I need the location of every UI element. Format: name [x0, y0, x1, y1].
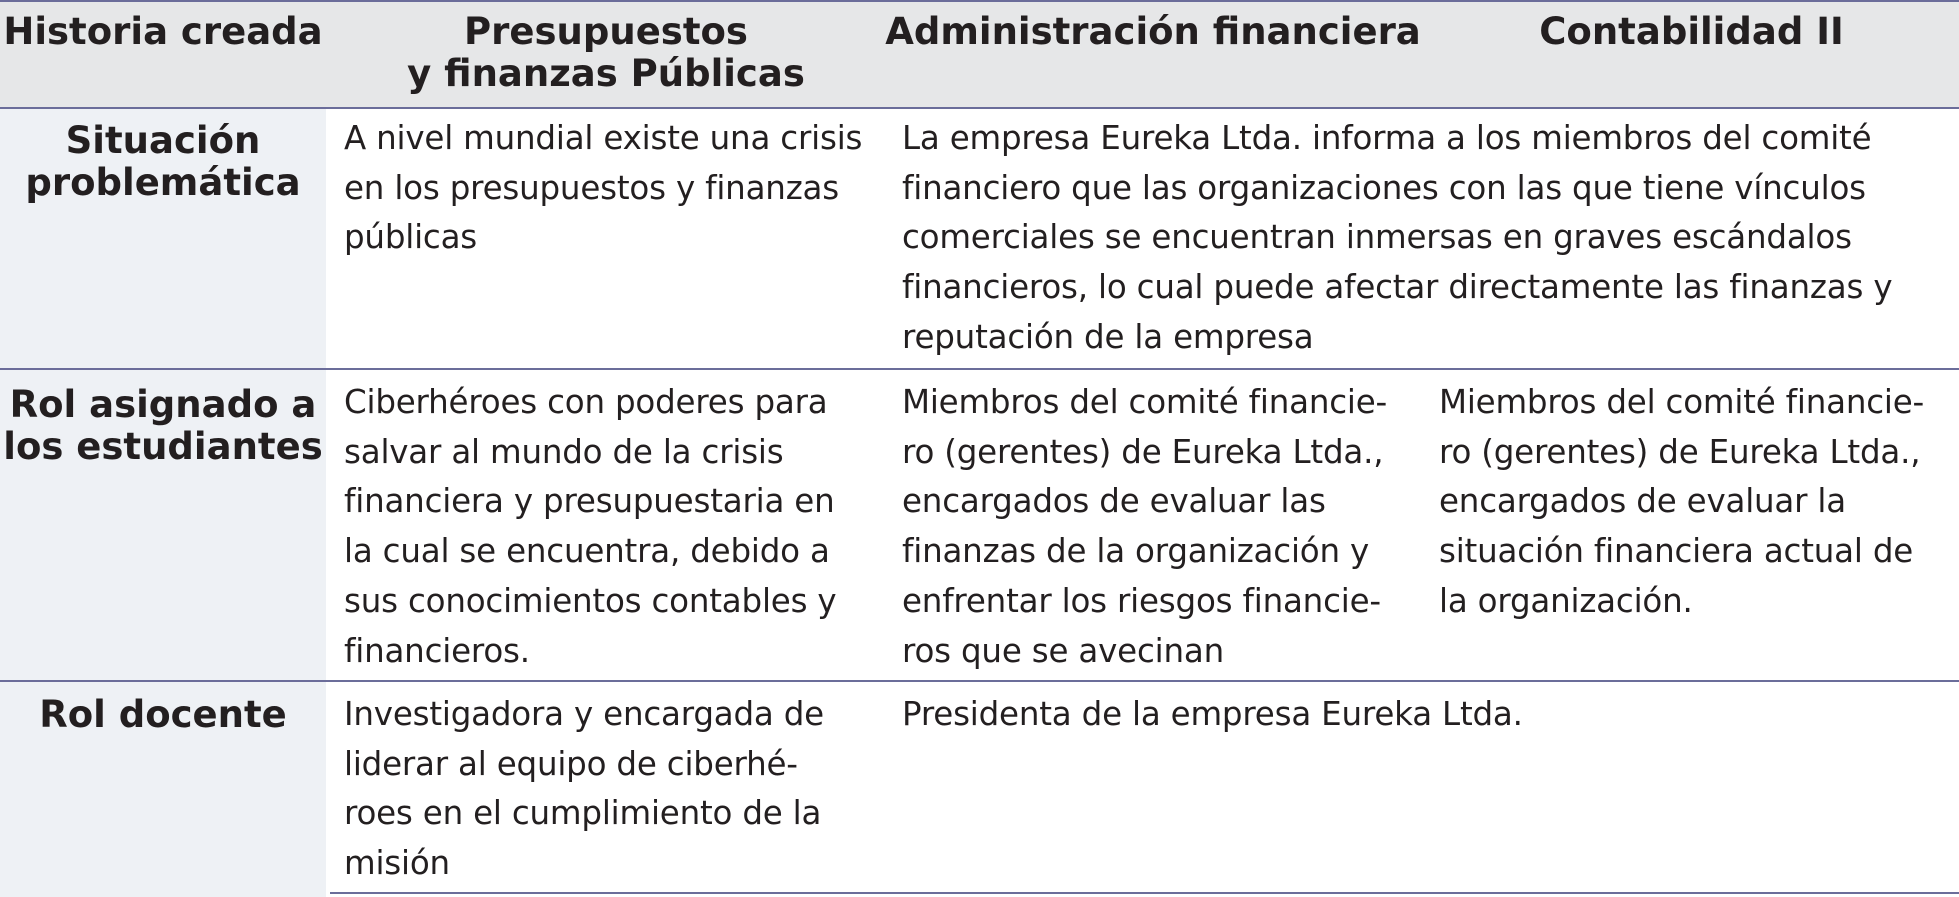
header-contabilidad: Contabilidad II: [1539, 10, 1844, 53]
header-rule: [0, 107, 1959, 109]
header-presupuestos: Presupuestos y finanzas Públicas: [407, 10, 805, 95]
row-label-rol-docente: Rol docente: [39, 693, 287, 736]
row-label-situacion: Situación problemática: [25, 119, 301, 204]
label-column-background: [0, 108, 326, 897]
row-rule-2: [0, 680, 1959, 682]
row-rule-1: [0, 368, 1959, 370]
cell-rol-docente-admin-contab: Presidenta de la empresa Eureka Ltda.: [902, 695, 1523, 733]
cell-situacion-presupuestos: A nivel mundial existe una crisis en los presupuestos y finanzas públicas: [344, 119, 863, 257]
header-administracion: Administración financiera: [885, 10, 1421, 53]
cell-situacion-admin-contab: La empresa Eureka Ltda. informa a los miembros del comité financiero que las organizaciones con las que tiene vínculos comerciales se encuentran inmersas en graves escándalos financieros, lo cual puede afectar directamente las finanzas y reputación de la empresa: [902, 119, 1893, 356]
row-label-rol-estudiantes: Rol asignado a los estudiantes: [3, 383, 323, 468]
cell-rol-estudiantes-administracion: Miembros del comité financie- ro (gerentes) de Eureka Ltda., encargados de evaluar las finanzas de la organización y enfrentar los riesgos financie- ros que se avecinan: [902, 383, 1388, 670]
cell-rol-estudiantes-contabilidad: Miembros del comité financie- ro (gerentes) de Eureka Ltda., encargados de evaluar la situación financiera actual de la organización.: [1439, 383, 1925, 620]
bottom-rule: [330, 892, 1959, 894]
top-rule: [0, 0, 1959, 2]
header-historia-creada: Historia creada: [3, 10, 323, 53]
cell-rol-estudiantes-presupuestos: Ciberhéroes con poderes para salvar al mundo de la crisis financiera y presupuestaria en la cual se encuentra, debido a sus conocimientos contables y financieros.: [344, 383, 837, 670]
cell-rol-docente-presupuestos: Investigadora y encargada de liderar al equipo de ciberhé- roes en el cumplimiento de la misión: [344, 695, 824, 883]
